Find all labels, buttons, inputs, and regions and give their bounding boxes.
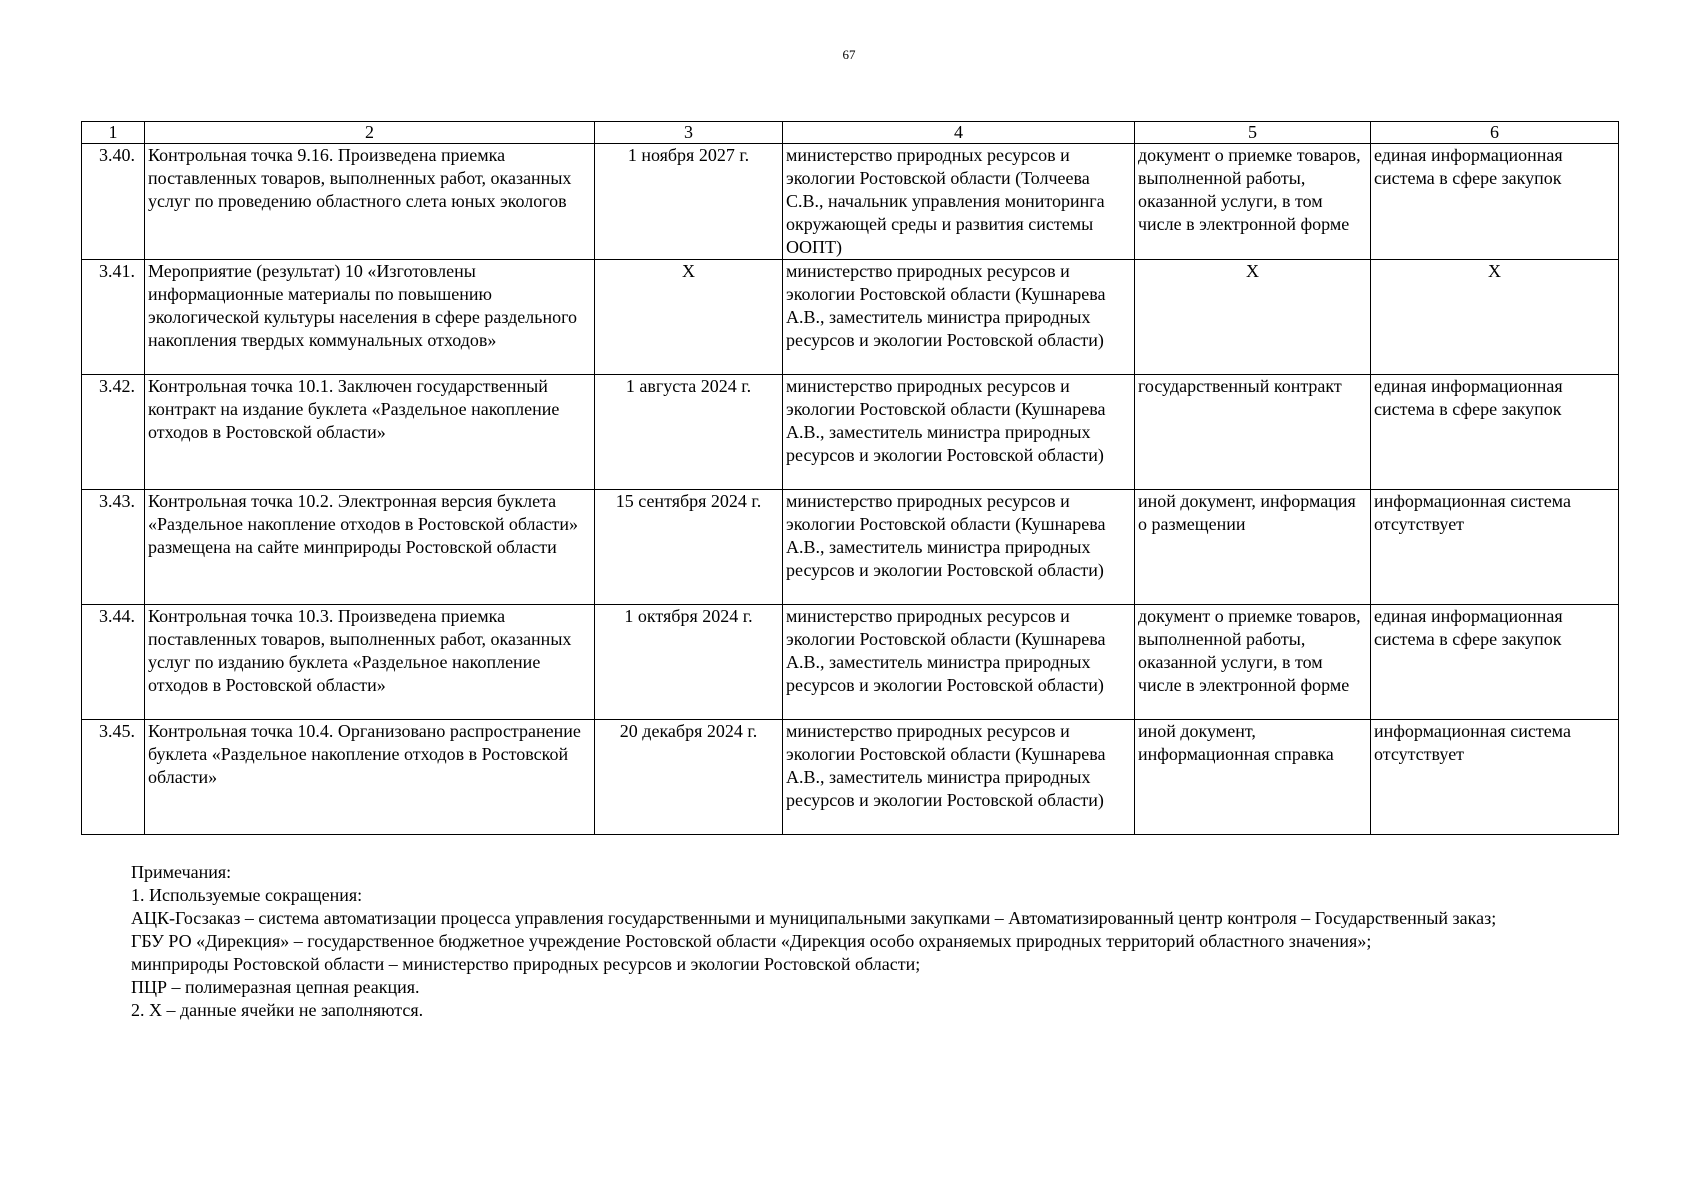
- table-row: [82, 260, 1619, 375]
- row-document: иной документ, информация о размещении: [1135, 490, 1371, 605]
- row-document: иной документ, информационная справка: [1135, 720, 1371, 835]
- row-name: Контрольная точка 10.3. Произведена приемка поставленных товаров, выполненных работ, оказанных услуг по изданию буклета «Раздельное накопление отходов в Ростовской области»: [145, 605, 595, 720]
- row-number: 3.40.: [82, 144, 145, 260]
- row-responsible: министерство природных ресурсов и экологии Ростовской области (Кушнарева А.В., заместитель министра природных ресурсов и экологии Ростовской области): [783, 260, 1135, 375]
- row-number: 3.43.: [82, 490, 145, 605]
- abbreviation-entry: ГБУ РО «Дирекция» – государственное бюджетное учреждение Ростовской области «Дирекция особо охраняемых природных территорий областного значения»;: [131, 931, 1372, 951]
- page-number: 67: [842, 47, 856, 62]
- column-header: 2: [145, 122, 595, 144]
- row-system: единая информационная система в сфере закупок: [1371, 144, 1619, 260]
- row-date: 1 августа 2024 г.: [595, 375, 783, 490]
- table-row: [82, 375, 1619, 490]
- row-name: Контрольная точка 10.2. Электронная версия буклета «Раздельное накопление отходов в Ростовской области» размещена на сайте минприроды Ростовской области: [145, 490, 595, 605]
- column-header: 5: [1135, 122, 1371, 144]
- row-document: X: [1135, 260, 1371, 375]
- column-header: 4: [783, 122, 1135, 144]
- row-date: 1 октября 2024 г.: [595, 605, 783, 720]
- table-row: [82, 144, 1619, 260]
- abbreviation-entry: АЦК-Госзаказ – система автоматизации процесса управления государственными и муниципальными закупками – Автоматизированный центр контроля – Государственный заказ;: [131, 908, 1497, 928]
- row-date: 15 сентября 2024 г.: [595, 490, 783, 605]
- row-date: 1 ноября 2027 г.: [595, 144, 783, 260]
- row-name: Контрольная точка 9.16. Произведена приемка поставленных товаров, выполненных работ, оказанных услуг по проведению областного слета юных экологов: [145, 144, 595, 260]
- notes-title: Примечания:: [131, 862, 232, 882]
- table-row: [82, 720, 1619, 835]
- notes-item: 1. Используемые сокращения:: [131, 885, 363, 905]
- row-number: 3.45.: [82, 720, 145, 835]
- row-name: Контрольная точка 10.4. Организовано распространение буклета «Раздельное накопление отходов в Ростовской области»: [145, 720, 595, 835]
- row-name: Мероприятие (результат) 10 «Изготовлены информационные материалы по повышению экологической культуры населения в сфере раздельного накопления твердых коммунальных отходов»: [145, 260, 595, 375]
- row-responsible: министерство природных ресурсов и экологии Ростовской области (Кушнарева А.В., заместитель министра природных ресурсов и экологии Ростовской области): [783, 490, 1135, 605]
- row-date: 20 декабря 2024 г.: [595, 720, 783, 835]
- row-number: 3.44.: [82, 605, 145, 720]
- row-responsible: министерство природных ресурсов и экологии Ростовской области (Кушнарева А.В., заместитель министра природных ресурсов и экологии Ростовской области): [783, 720, 1135, 835]
- row-system: информационная система отсутствует: [1371, 490, 1619, 605]
- row-responsible: министерство природных ресурсов и экологии Ростовской области (Толчеева С.В., начальник управления мониторинга окружающей среды и развития системы ООПТ): [783, 144, 1135, 260]
- table-row: [82, 605, 1619, 720]
- control-points-table: [81, 121, 1619, 835]
- abbreviation-entry: ПЦР – полимеразная цепная реакция.: [131, 977, 420, 997]
- row-number: 3.41.: [82, 260, 145, 375]
- row-system: информационная система отсутствует: [1371, 720, 1619, 835]
- row-responsible: министерство природных ресурсов и экологии Ростовской области (Кушнарева А.В., заместитель министра природных ресурсов и экологии Ростовской области): [783, 605, 1135, 720]
- row-system: X: [1371, 260, 1619, 375]
- row-number: 3.42.: [82, 375, 145, 490]
- column-header: 6: [1371, 122, 1619, 144]
- notes-section: [81, 861, 1618, 1022]
- row-document: документ о приемке товаров, выполненной работы, оказанной услуги, в том числе в электронной форме: [1135, 605, 1371, 720]
- column-header: 3: [595, 122, 783, 144]
- row-date: X: [595, 260, 783, 375]
- row-name: Контрольная точка 10.1. Заключен государственный контракт на издание буклета «Раздельное накопление отходов в Ростовской области»: [145, 375, 595, 490]
- row-document: документ о приемке товаров, выполненной работы, оказанной услуги, в том числе в электронной форме: [1135, 144, 1371, 260]
- table-row: [82, 490, 1619, 605]
- column-header: 1: [82, 122, 145, 144]
- row-document: государственный контракт: [1135, 375, 1371, 490]
- notes-item: 2. X – данные ячейки не заполняются.: [131, 1000, 424, 1020]
- table-header-row: [82, 122, 1619, 144]
- row-responsible: министерство природных ресурсов и экологии Ростовской области (Кушнарева А.В., заместитель министра природных ресурсов и экологии Ростовской области): [783, 375, 1135, 490]
- row-system: единая информационная система в сфере закупок: [1371, 605, 1619, 720]
- abbreviation-entry: минприроды Ростовской области – министерство природных ресурсов и экологии Ростовской области;: [131, 954, 921, 974]
- row-system: единая информационная система в сфере закупок: [1371, 375, 1619, 490]
